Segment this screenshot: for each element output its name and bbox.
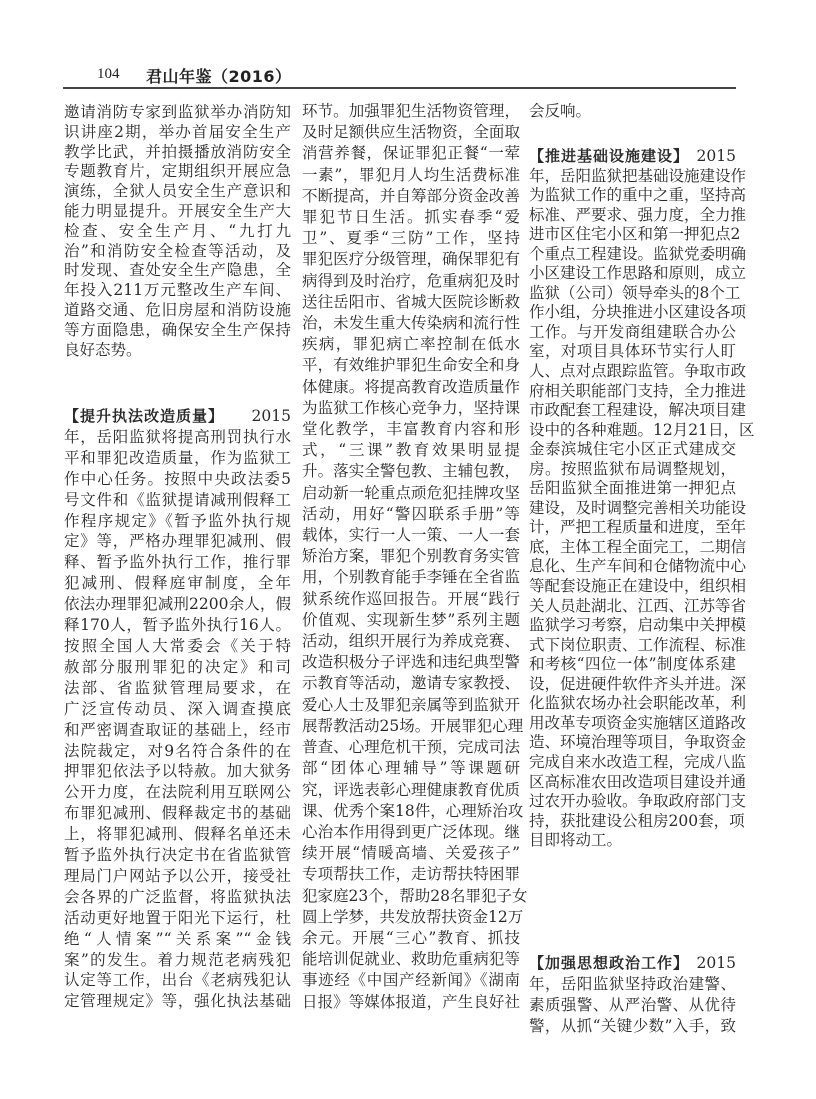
text-line: 展帮教活动25场。开展罪犯心理: [302, 716, 524, 735]
text-line: 年，岳阳监狱将提高刑罚执行水: [64, 427, 291, 446]
text-line: 课、优秀个案18件，心理矫治攻: [302, 801, 524, 820]
text-line: 金泰滨城住宅小区正式建成交: [529, 440, 736, 459]
text-line: 设中的各种难题。12月21日，区: [529, 420, 755, 439]
text-line: 和严密调查取证的基础上，经市: [64, 720, 291, 739]
text-line: 究，评选表彰心理健康教育优质: [302, 780, 520, 799]
text-line: 进市区住宅小区和第一押犯点2: [529, 225, 741, 244]
running-title: 君山年鉴（2016）: [146, 67, 292, 86]
text-line: 按照全国人大常委会《关于特: [64, 636, 291, 655]
text-line: 绝“人情案”“关系案”“金钱: [64, 929, 291, 948]
text-line: 案”的发生。着力规范老病残犯: [64, 950, 291, 969]
section-year: 2015: [696, 954, 736, 972]
text-line: 市政配套工程建设，解决项目建: [529, 401, 747, 420]
text-line: 布罪犯减刑、假释裁定书的基础: [64, 804, 291, 823]
text-line: 堂化教学，丰富教育内容和形: [302, 420, 520, 439]
text-line: 不断提高，并自筹部分资金改善: [302, 186, 520, 205]
text-line: 等配套设施正在建设中，组织相: [529, 577, 747, 596]
text-line: 造、环境治理等项目，争取资金: [529, 733, 747, 752]
paragraph: [302, 101, 528, 1013]
text-line: 活动，用好“警囚联系手册”等: [302, 504, 520, 523]
text-line: 和考核“四位一体”制度体系建: [529, 655, 736, 674]
text-line: 专项帮扶工作，走访帮扶特困罪: [302, 865, 520, 884]
text-line: 罪犯医疗分级管理，确保罪犯有: [302, 250, 520, 269]
text-line: 为监狱工作核心竞争力，坚持课: [302, 398, 520, 417]
text-line: 日报》等媒体报道，产生良好社: [302, 992, 520, 1011]
text-line: 事迹经《中国产经新闻》《湖南: [302, 971, 520, 990]
text-line: 赦部分服刑罪犯的决定》和司: [64, 657, 291, 676]
text-line: 治”和消防安全检查等活动，及: [64, 241, 291, 260]
text-line: 载体，实行一人一策、一人一套: [302, 526, 520, 545]
text-line: 余元。开展“三心”教育、抓技: [302, 928, 520, 947]
text-line: 演练，全狱人员安全生产意识和: [64, 182, 291, 201]
text-line: 押罪犯依法予以特赦。加大狱务: [64, 762, 291, 781]
section-paragraph: [529, 953, 736, 1037]
text-line: 理局门户网站予以公开，接受社: [64, 866, 291, 885]
text-line: 化监狱农场办社会职能改革，利: [529, 694, 747, 713]
text-line: 教学比武，并拍摄播放消防安全: [64, 142, 291, 161]
text-line: 作程序规定》《暂予监外执行规: [64, 511, 291, 530]
text-line: 会反响。: [529, 102, 592, 120]
text-line: 等方面隐患，确保安全生产保持: [64, 320, 291, 339]
header-rule: [63, 87, 736, 89]
text-line: 会各界的广泛监督，将监狱执法: [64, 887, 291, 906]
text-line: 能力明显提升。开展安全生产大: [64, 201, 291, 220]
text-line: 工作。与开发商组建联合办公: [529, 322, 736, 341]
text-line: 专题教育片，定期组织开展应急: [64, 162, 291, 181]
section-heading: 【加强思想政治工作】: [529, 954, 690, 972]
text-line: 目即将动工。: [529, 831, 623, 850]
text-line: 室，对项目具体环节实行人盯: [529, 342, 736, 361]
text-line: 释170人，暂予监外执行16人。: [64, 616, 291, 635]
text-line: 一素”，罪犯月人均生活费标准: [302, 165, 520, 184]
section-heading: 【提升执法改造质量】: [64, 407, 225, 425]
text-line: 年，岳阳监狱把基础设施建设作: [529, 166, 747, 185]
text-line: 升。落实全警包教、主辅包教，: [302, 462, 520, 481]
text-line: 广泛宣传动员、深入调查摸底: [64, 699, 291, 718]
text-line: 疾病，罪犯病亡率控制在低水: [302, 335, 520, 354]
text-line: 检查、安全生产月、“九打九: [64, 221, 291, 240]
text-line: 治，未发生重大传染病和流行性: [302, 314, 520, 333]
text-line: 圆上学梦，共发放帮扶资金12万: [302, 907, 524, 926]
text-line: 平和罪犯改造质量，作为监狱工: [64, 448, 291, 467]
text-line: 卫”、夏季“三防”工作，坚持: [302, 229, 520, 248]
text-line: 作中心任务。按照中央政法委5: [64, 469, 291, 488]
text-line: 息化、生产车间和仓储物流中心: [529, 557, 747, 576]
text-line: 定管理规定》等，强化执法基础: [64, 992, 291, 1011]
text-line: 心治本作用得到更广泛体现。继: [302, 822, 520, 841]
paragraph: [529, 101, 736, 121]
text-line: 时发现、查处安全生产隐患，全: [64, 261, 291, 280]
text-line: 监狱学习考察，启动集中关押模: [529, 616, 747, 635]
text-line: 活动更好地置于阳光下运行，杜: [64, 908, 291, 927]
text-line: 犯减刑、假释庭审制度，全年: [64, 574, 291, 593]
text-line: 警，从抓“关键少数”入手，致: [529, 1017, 736, 1035]
section-paragraph: [529, 147, 755, 851]
text-line: 罪犯节日生活。抓实春季“爱: [302, 208, 520, 227]
text-line: 公开力度，在法院利用互联网公: [64, 783, 291, 802]
text-line: 体健康。将提高教育改造质量作: [302, 377, 520, 396]
text-line: 爱心人士及罪犯亲属等到监狱开: [302, 695, 520, 714]
text-line: 续开展“情暖高墙、关爱孩子”: [302, 844, 520, 863]
text-line: 启动新一轮重点顽危犯挂牌攻坚: [302, 483, 520, 502]
text-line: 环节。加强罪犯生活物资管理，: [302, 102, 520, 120]
text-line: 犯家庭23个，帮助28名罪犯子女: [302, 886, 528, 905]
text-line: 法部、省监狱管理局要求，在: [64, 678, 291, 697]
paragraph: [64, 103, 291, 360]
text-line: 矫治方案，罪犯个别教育务实管: [302, 547, 520, 566]
text-line: 消营养餐，保证罪犯正餐“一荤: [302, 144, 520, 163]
text-line: 岳阳监狱全面推进第一押犯点: [529, 479, 736, 498]
text-line: 为监狱工作的重中之重，坚持高: [529, 186, 747, 205]
text-line: 房。按照监狱布局调整规划，: [529, 459, 736, 478]
text-line: 底，主体工程全面完工，二期信: [529, 537, 747, 556]
section-paragraph: [64, 406, 291, 1012]
text-line: 用，个别教育能手李锤在全省监: [302, 568, 520, 587]
text-line: 暂予监外执行决定书在省监狱管: [64, 846, 291, 865]
section-heading: 【推进基础设施建设】: [529, 147, 690, 165]
section-heading-line: [529, 953, 736, 974]
text-line: 改造积极分子评选和违纪典型警: [302, 653, 520, 672]
text-line: 病得到及时治疗，危重病犯及时: [302, 271, 520, 290]
section-heading-line: [529, 147, 736, 167]
text-line: 个重点工程建设。监狱党委明确: [529, 244, 747, 263]
text-line: 送往岳阳市、省城大医院诊断救: [302, 292, 520, 311]
page-number: 104: [97, 66, 120, 82]
text-line: 监狱（公司）领导牵头的8个工: [529, 283, 741, 302]
text-line: 完成自来水改造工程，完成八监: [529, 752, 747, 771]
text-line: 及时足额供应生活物资，全面取: [302, 123, 520, 142]
text-line: 活动，组织开展行为养成竞赛、: [302, 632, 520, 651]
text-line: 过农开办验收。争取政府部门支: [529, 792, 747, 811]
text-line: 依法办理罪犯减刑2200余人，假: [64, 595, 291, 614]
text-line: 年，岳阳监狱坚持政治建警、: [529, 975, 736, 993]
text-line: 式下岗位职责、工作流程、标准: [529, 635, 747, 654]
text-line: 法院裁定，对9名符合条件的在: [64, 741, 291, 760]
text-line: 识讲座2期，举办首届安全生产: [64, 122, 291, 141]
text-line: 部“团体心理辅导”等课题研: [302, 759, 520, 778]
text-line: 作小组，分块推进小区建设各项: [529, 303, 747, 322]
text-line: 示教育等活动，邀请专家教授、: [302, 674, 520, 693]
text-line: 邀请消防专家到监狱举办消防知: [64, 103, 291, 121]
text-line: 良好态势。: [64, 340, 142, 359]
text-line: 狱系统作巡回报告。开展“践行: [302, 589, 520, 608]
text-line: 普查、心理危机干预，完成司法: [302, 738, 520, 757]
text-line: 建设，及时调整完善相关功能设: [529, 498, 747, 517]
text-line: 认定等工作，出台《老病残犯认: [64, 971, 291, 990]
section-heading-line: [64, 406, 291, 427]
text-line: 号文件和《监狱提请减刑假释工: [64, 490, 291, 509]
text-line: 素质强警、从严治警、从优待: [529, 996, 736, 1014]
text-line: 价值观、实现新生梦”系列主题: [302, 610, 520, 629]
text-line: 计，严把工程质量和进度，至年: [529, 518, 747, 537]
text-line: 设，促进硬件软件齐头并进。深: [529, 674, 747, 693]
text-line: 释、暂予监外执行工作，推行罪: [64, 553, 291, 572]
section-year: 2015: [696, 147, 736, 165]
text-line: 小区建设工作思路和原则，成立: [529, 264, 747, 283]
text-line: 能培训促就业、救助危重病犯等: [302, 950, 520, 969]
text-line: 式，“三课”教育效果明显提: [302, 441, 520, 460]
text-line: 上，将罪犯减刑、假释名单还未: [64, 825, 291, 844]
text-line: 持，获批建设公租房200套，项: [529, 811, 745, 830]
text-line: 用改革专项资金实施辖区道路改: [529, 713, 747, 732]
text-line: 府相关职能部门支持，全力推进: [529, 381, 747, 400]
text-line: 定》等，严格办理罪犯减刑、假: [64, 532, 291, 551]
text-line: 区高标准农田改造项目建设并通: [529, 772, 747, 791]
text-line: 道路交通、危旧房屋和消防设施: [64, 300, 291, 319]
text-line: 标准、严要求、强力度，全力推: [529, 205, 747, 224]
text-line: 平，有效维护罪犯生命安全和身: [302, 356, 520, 375]
text-line: 年投入211万元整改生产车间、: [64, 281, 291, 300]
section-year: 2015: [251, 407, 291, 425]
text-line: 人、点对点跟踪监管。争取市政: [529, 362, 747, 381]
text-line: 关人员赴湖北、江西、江苏等省: [529, 596, 747, 615]
